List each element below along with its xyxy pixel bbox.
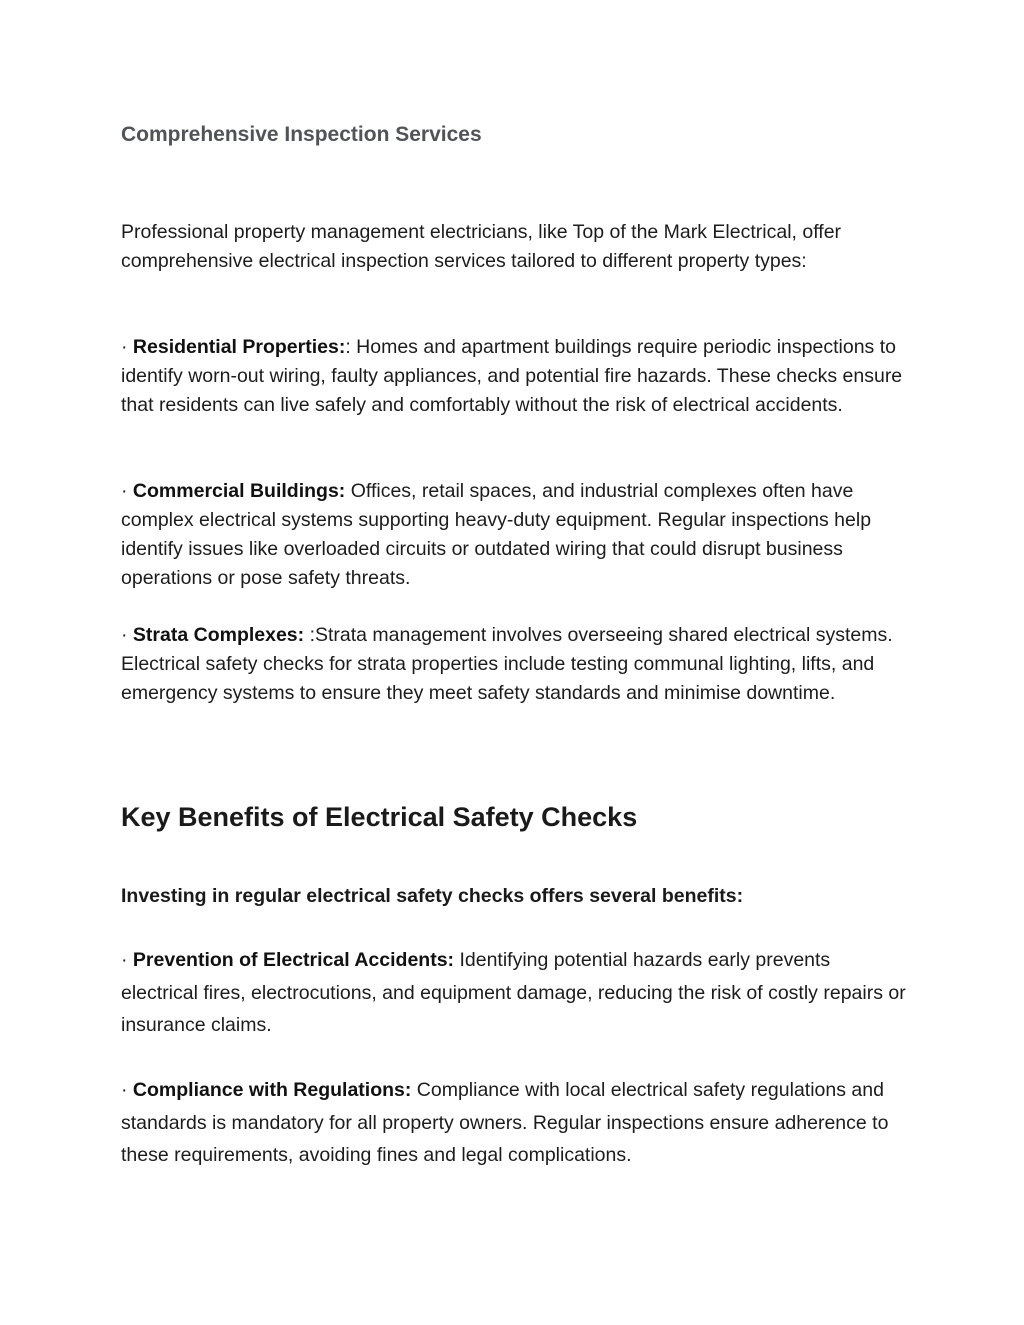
bullet-marker: ·	[121, 336, 133, 358]
list-item-title: Prevention of Electrical Accidents:	[132, 949, 455, 971]
bullet-marker: ·	[121, 480, 133, 502]
list-item-title: Commercial Buildings:	[132, 480, 346, 502]
list-item-prevention	[121, 944, 911, 1042]
list-item-title: Compliance with Regulations:	[132, 1079, 412, 1101]
bullet-marker: ·	[121, 949, 133, 971]
bullet-marker: ·	[121, 624, 133, 646]
list-item-text: Offices, retail spaces, and industrial complexes often have complex electrical systems supporting heavy-duty equipment. Regular inspections help identify issues like overloaded circuits or outdated wiring that could disrupt business operations or pose safety threats.	[121, 480, 872, 589]
section-heading-inspection-services: Comprehensive Inspection Services	[121, 123, 482, 146]
list-item-residential	[121, 333, 911, 420]
bullet-marker: ·	[121, 1079, 133, 1101]
list-item-commercial	[121, 477, 911, 593]
list-item-compliance	[121, 1074, 911, 1172]
benefits-lead-text: Investing in regular electrical safety checks offers several benefits:	[121, 885, 744, 907]
intro-paragraph: Professional property management electricians, like Top of the Mark Electrical, offer comprehensive electrical inspection services tailored to different property types:	[121, 221, 842, 272]
section-heading-key-benefits: Key Benefits of Electrical Safety Checks	[121, 802, 638, 832]
list-item-title: Strata Complexes:	[132, 624, 305, 646]
list-item-text: :Strata management involves overseeing shared electrical systems. Electrical safety checks for strata properties include testing communal lighting, lifts, and emergency systems to ensure they meet safety standards and minimise downtime.	[121, 624, 893, 704]
list-item-strata	[121, 621, 911, 708]
list-item-text: Compliance with local electrical safety regulations and standards is mandatory for all property owners. Regular inspections ensure adherence to these requirements, avoiding fines and legal complications.	[121, 1079, 889, 1166]
list-item-text: Identifying potential hazards early prevents electrical fires, electrocutions, and equipment damage, reducing the risk of costly repairs or insurance claims.	[121, 949, 906, 1036]
list-item-text: : Homes and apartment buildings require periodic inspections to identify worn-out wiring, faulty appliances, and potential fire hazards. These checks ensure that residents can live safely and comfortably without the risk of electrical accidents.	[121, 336, 903, 416]
list-item-title: Residential Properties:	[132, 336, 346, 358]
